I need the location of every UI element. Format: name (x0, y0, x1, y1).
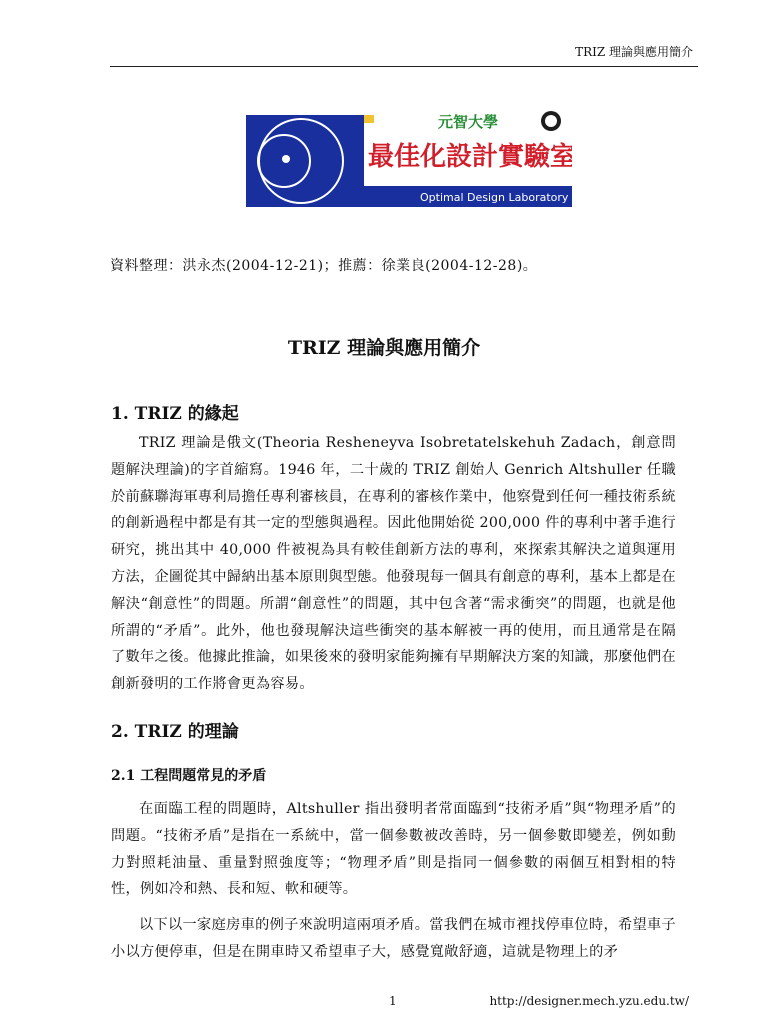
logo-lab-en-text: Optimal Design Laboratory (420, 191, 569, 204)
section-2-1-heading: 2.1 工程問題常見的矛盾 (111, 768, 267, 784)
header-rule (110, 66, 698, 67)
footer-url: http://designer.mech.yzu.edu.tw/ (489, 994, 689, 1008)
logo-lab-text: 最佳化設計實驗室 (368, 142, 572, 172)
header-title: TRIZ 理論與應用簡介 (575, 45, 693, 59)
footer-page-number: 1 (389, 994, 397, 1008)
byline: 資料整理：洪永杰(2004-12-21)；推薦：徐業良(2004-12-28)。 (110, 258, 538, 274)
logo-yellow-accent (364, 115, 374, 123)
document-title: TRIZ 理論與應用簡介 (287, 337, 481, 359)
section-2-1-paragraph-1: 在面臨工程的問題時，Altshuller 指出發明者常面臨到“技術矛盾”與“物理矛盾”的問題。“技術矛盾”是指在一系統中，當一個參數被改善時，另一個參數即變差，例如動力對照耗油量、重量對照強度等；“物理矛盾”則是指同一個參數的兩個互相對相的特性，例如冷和熱、長和短、軟和硬等。 (111, 801, 676, 898)
lab-logo-graphic (246, 107, 572, 209)
section-2-heading: 2. TRIZ 的理論 (111, 722, 239, 742)
lab-logo (246, 107, 572, 209)
section-2-1-paragraph-2: 以下以一家庭房車的例子來說明這兩項矛盾。當我們在城市裡找停車位時，希望車子小以方便停車，但是在開車時又希望車子大，感覺寬敞舒適，這就是物理上的矛 (111, 917, 676, 960)
university-emblem-inner (545, 115, 557, 127)
logo-ring-dot (282, 155, 290, 163)
section-1-heading: 1. TRIZ 的緣起 (111, 404, 239, 424)
section-1-paragraph: TRIZ 理論是俄文(Theoria Resheneyva Isobretatelskehuh Zadach，創意問題解決理論)的字首縮寫。1946 年，二十歲的 TRIZ 創始人 Genrich Altshuller 任職於前蘇聯海軍專利局擔任專利審核員，在專利的審核作業中，他察覺到任何一種技術系統的創新過程中都是有其一定的型態與過程。因此他開始從 200,000 件的專利中著手進行研究，挑出其中 40,000 件被視為具有較佳創新方法的專利，來探索其解決之道與運用方法，企圖從其中歸納出基本原則與型態。他發現每一個具有創意的專利，基本上都是在解決“創意性”的問題。所謂“創意性”的問題，其中包含著“需求衝突”的問題，也就是他所謂的“矛盾”。此外，他也發現解決這些衝突的基本解被一再的使用，而且通常是在隔了數年之後。他據此推論，如果後來的發明家能夠擁有早期解決方案的知識，那麼他們在創新發明的工作將會更為容易。 (111, 435, 677, 693)
logo-university-text: 元智大學 (438, 113, 499, 131)
logo-blue-block (246, 115, 364, 207)
